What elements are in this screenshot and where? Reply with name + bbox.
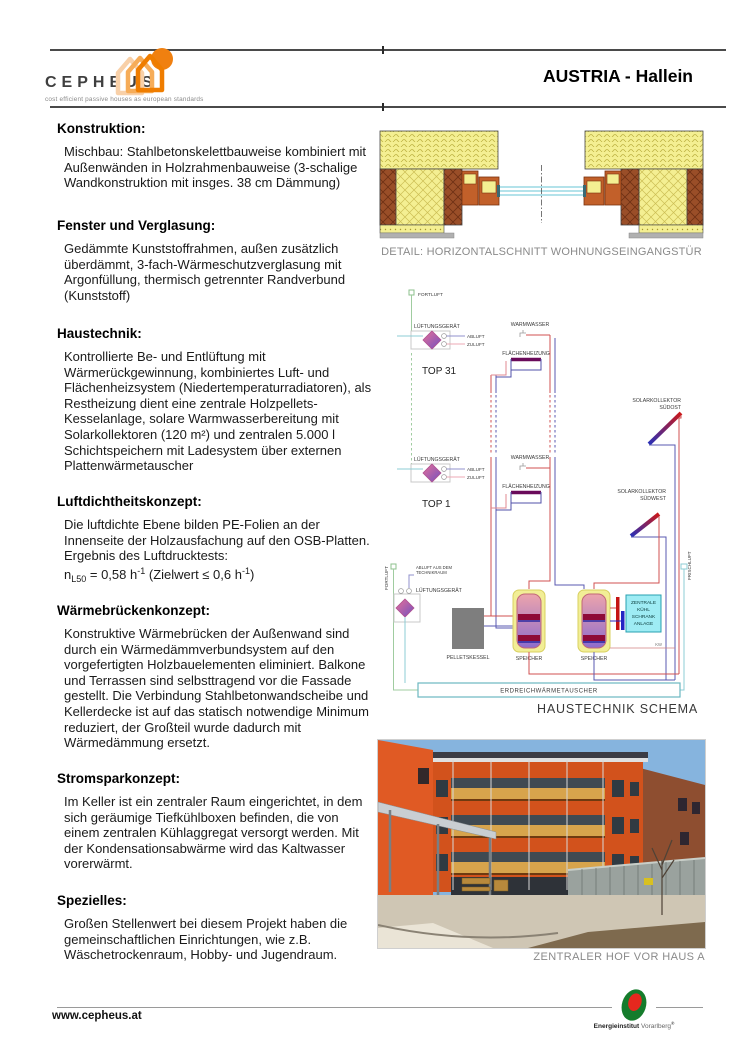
section-body: Kontrollierte Be- und Entlüftung mit Wärmerückgewinnung, kombiniertes Luft- und Flächenheizsystem (Niedertemperaturradiatoren), als Restheizung dient eine zentrale Holzpellets-Kesselanlage, solare Warmwasserbereitung mit Solarkollektoren (120 m²) und zentralen 5.000 l Schichtspeichern mit Ladesystem über externen Plattenwärmetauscher [64,349,372,474]
section-fenster-verglasung [57,218,375,303]
section-body: Mischbau: Stahlbetonskelettbauweise kombiniert mit Außenwänden in Holzrahmenbauweise (3-schalige Wandkonstruktion mit insges. 38 cm Dämmung) [64,144,367,191]
photo-caption: ZENTRALER HOF VOR HAUS A [533,951,705,963]
svg-text:FLÄCHENHEIZUNG: FLÄCHENHEIZUNG [502,484,550,490]
detail-drawing-image [378,127,705,245]
svg-text:ZULUFT: ZULUFT [467,342,485,347]
heat-exchanger-icon [423,331,441,349]
heat-exchanger-icon [423,464,441,482]
schema-flaechenheizung-top1 [491,483,550,510]
haustechnik-schema-image [378,278,708,718]
crop-mark-mid [382,103,384,111]
schema-speicher-2 [578,590,610,652]
schema-warmwasser-top1 [511,455,550,470]
schema-label-top31: TOP 31 [422,366,457,377]
section-body: Die luftdichte Ebene bilden PE-Folien an der Innenseite der Holzausfachung auf den OSB-Platten. Ergebnis des Luftdrucktests: [64,517,370,564]
schema-lueftungsgeraet-top1 [397,456,485,482]
schema-label-frischluft: FRISCHLUFT [687,551,692,580]
section-body: Großen Stellenwert bei diesem Projekt haben die gemeinschaftlichen Einrichtungen, wie z.B. Wäschetrockenraum, Hobby- und Jugendraum. [64,916,348,963]
schema-label-pelletskessel: PELLETSKESSEL [446,655,490,661]
schema-kuehlanlage [610,595,661,632]
svg-text:ABLUFT: ABLUFT [467,467,485,472]
svg-text:LÜFTUNGSGERÄT: LÜFTUNGSGERÄT [416,588,462,594]
schema-flaechenheizung-top31 [491,350,550,377]
svg-text:WARMWASSER: WARMWASSER [510,455,550,461]
svg-text:SOLARKOLLEKTOR: SOLARKOLLEKTOR [632,398,681,404]
schema-label-fortluft: FORTLUFT [418,293,443,298]
schema-label-fortluft-basement: FORTLUFT [384,566,389,590]
schema-caption: HAUSTECHNIK SCHEMA [537,702,698,716]
svg-text:ERDREICHWÄRMETAUSCHER: ERDREICHWÄRMETAUSCHER [500,688,598,695]
crop-mark-top [382,46,384,54]
section-waermebruecken [57,603,375,751]
svg-text:ZENTRALE: ZENTRALE [630,601,657,606]
section-body: Im Keller ist ein zentraler Raum eingerichtet, in dem sich geräumige Tiefkühlboxen befinden, die von einem zentralen Kühlaggregat versorgt werden. Mit der Kondensationsabwärme wird das Kaltwasser vorerwärmt. [64,794,363,872]
schema-lueftungsgeraet-top31 [397,323,485,349]
page-title: AUSTRIA - Hallein [542,66,693,86]
heat-exchanger-icon [396,599,414,617]
section-luftdichtheit [57,494,375,587]
solar-collector-icon [649,413,681,444]
svg-text:SÜDWEST: SÜDWEST [640,496,666,502]
svg-text:ABLUFT AUS DEM: ABLUFT AUS DEM [416,565,452,570]
solar-collector-icon [631,514,659,536]
svg-text:SÜDOST: SÜDOST [659,405,681,411]
section-spezielles [57,893,375,963]
schema-solar-suedost [632,398,681,680]
svg-text:SCHRANK: SCHRANK [631,615,656,620]
courtyard-photo-image [378,740,705,948]
detail-caption: DETAIL: HORIZONTALSCHNITT WOHNUNGSEINGANGSTÜR [381,246,702,258]
section-heading: Konstruktion: [57,121,146,136]
schema-label-kw: KW [655,642,662,647]
section-haustechnik [57,326,375,474]
schema-pelletskessel-box [452,608,484,649]
header-rule-bottom [50,106,726,108]
section-heading: Wärmebrückenkonzept: [57,603,211,618]
svg-text:WARMWASSER: WARMWASSER [510,322,550,328]
schema-warmwasser-top31 [511,322,550,337]
section-heading: Fenster und Verglasung: [57,218,216,233]
svg-text:ANLAGE: ANLAGE [633,622,654,627]
svg-text:SOLARKOLLEKTOR: SOLARKOLLEKTOR [617,489,666,495]
svg-text:SPEICHER: SPEICHER [580,656,608,662]
section-body: Gedämmte Kunststoffrahmen, außen zusätzlich überdämmt, 3-fach-Wärmeschutzverglasung mit Argonfüllung, thermisch getrennter Randverbund (Kunststoff) [64,241,346,303]
faucet-icon [520,330,526,337]
section-heading: Spezielles: [57,893,127,908]
svg-text:TECHNIKRAUM: TECHNIKRAUM [416,570,447,575]
energieinstitut-logo-icon [612,985,656,1025]
svg-text:SPEICHER: SPEICHER [515,656,543,662]
section-heading: Luftdichtheitskonzept: [57,494,202,509]
cepheus-tagline: cost efficient passive houses as european standards [45,96,204,103]
cepheus-brand: CEPHEUS [45,74,158,91]
section-stromspar [57,771,375,872]
svg-text:LÜFTUNGSGERÄT: LÜFTUNGSGERÄT [414,324,460,330]
section-konstruktion [57,121,375,191]
airtightness-result: $n_{L50} = 0,58$ $h^{-1}$ (Zielwert ≤ 0,6 $h^{-1}$) [64,565,255,584]
glazing-lines [500,187,542,195]
section-heading: Stromsparkonzept: [57,771,181,786]
faucet-icon [520,463,526,470]
schema-label-top1: TOP 1 [422,499,451,510]
section-body: Konstruktive Wärmebrücken der Außenwand sind durch ein Wärmedämmverbundsystem auf den vorgefertigten Holzbauelementen eliminiert. Balkone und Terrassen sind selbsttragend vor die Fassade gestellt. Die Verbindung Stahlbetonwandscheibe und Kellerdecke ist auf das statisch notwendige Minimum reduziert, der Großteil wurde dadurch mit Wärmedämmung ersetzt. [64,626,369,751]
svg-text:KÜHL: KÜHL [637,608,650,613]
wall-assembly-left [380,131,542,238]
cepheus-houses-icon [112,47,176,99]
svg-text:LÜFTUNGSGERÄT: LÜFTUNGSGERÄT [414,457,460,463]
energieinstitut-label: Energieinstitut Vorarlberg® [593,1021,675,1030]
footer-rule [57,1007,703,1008]
svg-text:ZULUFT: ZULUFT [467,475,485,480]
svg-text:FLÄCHENHEIZUNG: FLÄCHENHEIZUNG [502,351,550,357]
svg-text:ABLUFT: ABLUFT [467,334,485,339]
section-heading: Haustechnik: [57,326,142,341]
footer-url: www.cepheus.at [52,1010,142,1022]
schema-speicher-1 [513,590,545,652]
